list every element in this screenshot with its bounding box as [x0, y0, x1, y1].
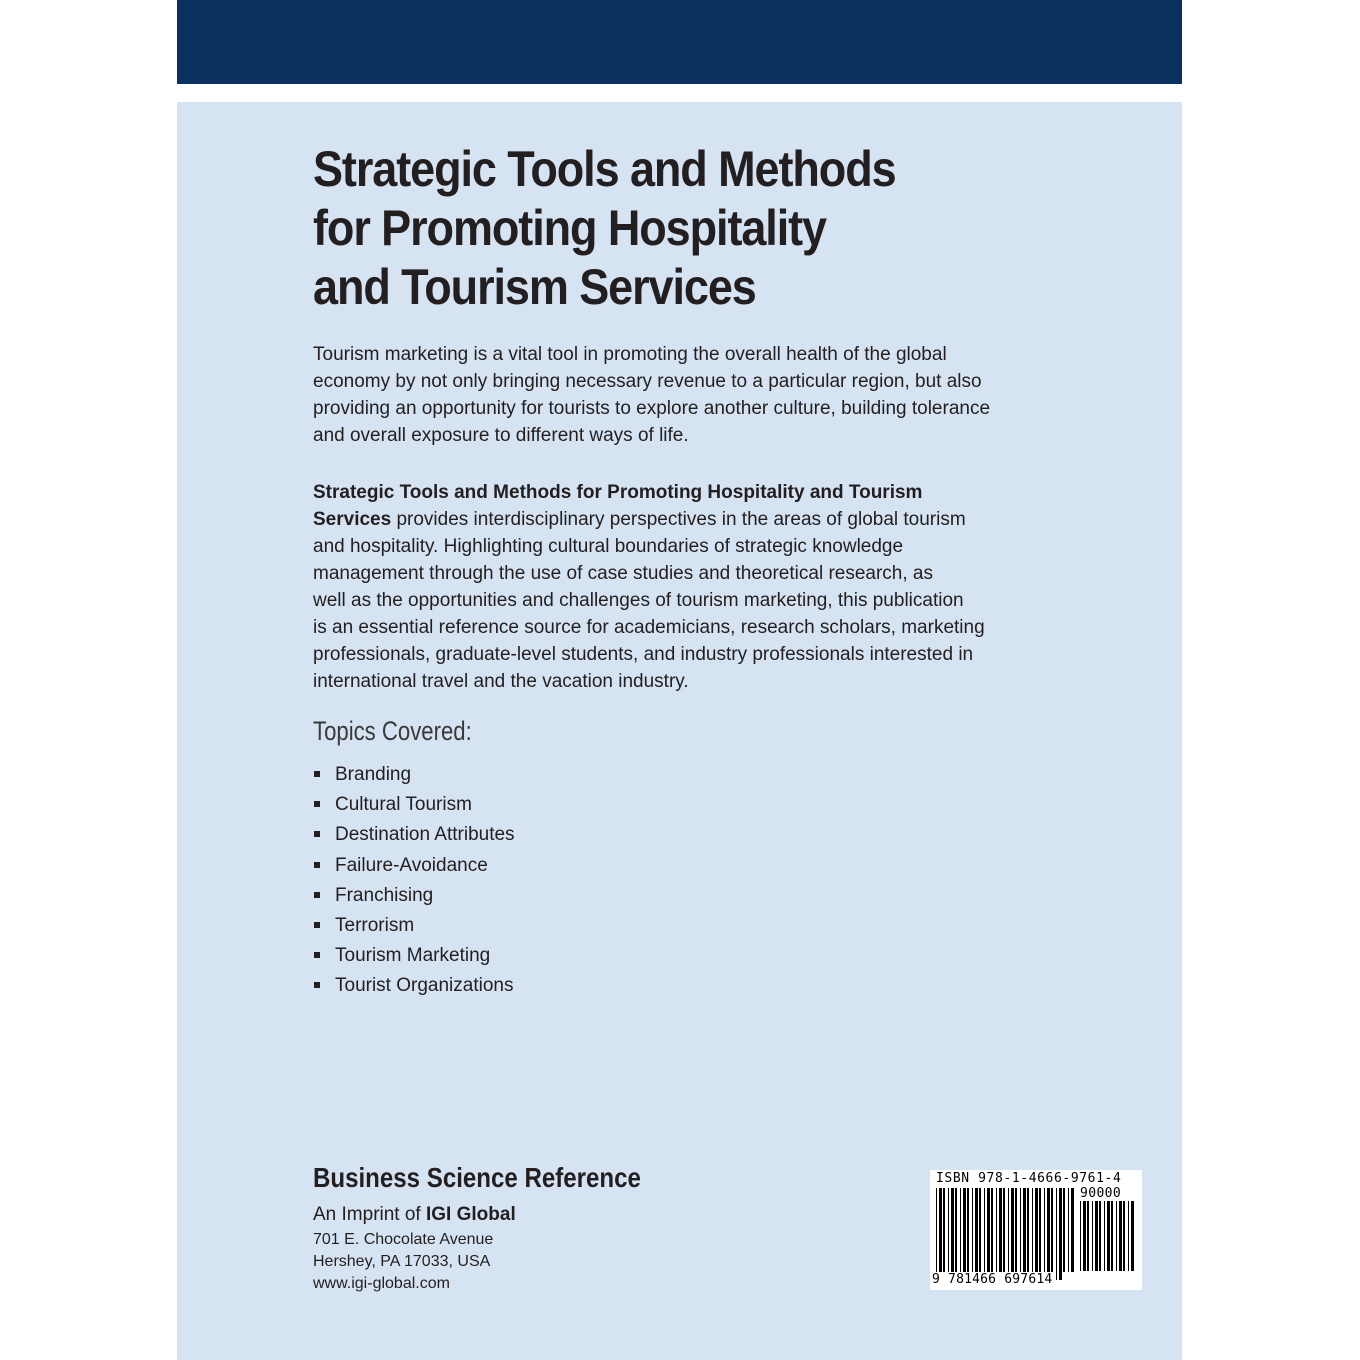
square-bullet-icon: [314, 952, 320, 958]
description-line: and hospitality. Highlighting cultural boundaries of strategic knowledge: [313, 536, 904, 557]
square-bullet-icon: [314, 892, 320, 898]
list-item: Franchising: [313, 881, 515, 911]
list-item: Cultural Tourism: [313, 790, 515, 820]
imprint-prefix: An Imprint of: [313, 1204, 426, 1225]
list-item: Tourism Marketing: [313, 941, 515, 971]
address-city: Hershey, PA 17033, USA: [313, 1253, 491, 1270]
square-bullet-icon: [314, 922, 320, 928]
description-line: is an essential reference source for academicians, research scholars, marketing: [313, 617, 985, 638]
intro-line: providing an opportunity for tourists to explore another culture, building tolerance: [313, 398, 991, 419]
list-item: Branding: [313, 760, 515, 790]
publisher-name: Business Science Reference: [313, 1162, 641, 1193]
description-text: provides interdisciplinary perspectives in the areas of global tourism: [391, 509, 966, 530]
description-line: international travel and the vacation industry.: [313, 671, 689, 692]
intro-line: and overall exposure to different ways of life.: [313, 425, 689, 446]
imprint-line: [313, 1204, 516, 1226]
description-paragraph: [313, 479, 1043, 695]
title-line: Strategic Tools and Methods: [313, 141, 896, 197]
book-title: [313, 140, 997, 317]
ean-digits: 9 781466 697614: [932, 1272, 1053, 1287]
top-color-band: [177, 0, 1182, 84]
barcode-icon: [936, 1188, 1074, 1280]
addon-barcode-icon: [1080, 1201, 1136, 1279]
topics-list: [313, 760, 515, 1002]
description-bold-title: Services: [313, 509, 392, 530]
price-code: 90000: [1080, 1186, 1122, 1201]
intro-line: Tourism marketing is a vital tool in promoting the overall health of the global: [313, 344, 947, 365]
topics-heading: Topics Covered:: [313, 716, 472, 746]
imprint-name: IGI Global: [426, 1204, 516, 1225]
title-line: and Tourism Services: [313, 259, 756, 315]
description-bold-title: Strategic Tools and Methods for Promoting Hospitality and Tourism: [313, 482, 923, 503]
barcode-panel: [930, 1170, 1142, 1290]
description-line: management through the use of case studies and theoretical research, as: [313, 563, 933, 584]
list-item: Tourist Organizations: [313, 971, 515, 1001]
square-bullet-icon: [314, 982, 320, 988]
description-line: professionals, graduate-level students, and industry professionals interested in: [313, 644, 974, 665]
square-bullet-icon: [314, 801, 320, 807]
list-item: Destination Attributes: [313, 820, 515, 850]
intro-line: economy by not only bringing necessary revenue to a particular region, but also: [313, 371, 982, 392]
description-line: well as the opportunities and challenges of tourism marketing, this publication: [313, 590, 964, 611]
address-street: 701 E. Chocolate Avenue: [313, 1231, 494, 1248]
isbn-text: ISBN 978-1-4666-9761-4: [936, 1171, 1122, 1186]
square-bullet-icon: [314, 862, 320, 868]
intro-paragraph: [313, 341, 1043, 449]
title-line: for Promoting Hospitality: [313, 200, 827, 256]
list-item: Failure-Avoidance: [313, 851, 515, 881]
website-link[interactable]: www.igi-global.com: [313, 1275, 450, 1292]
list-item: Terrorism: [313, 911, 515, 941]
square-bullet-icon: [314, 831, 320, 837]
square-bullet-icon: [314, 771, 320, 777]
